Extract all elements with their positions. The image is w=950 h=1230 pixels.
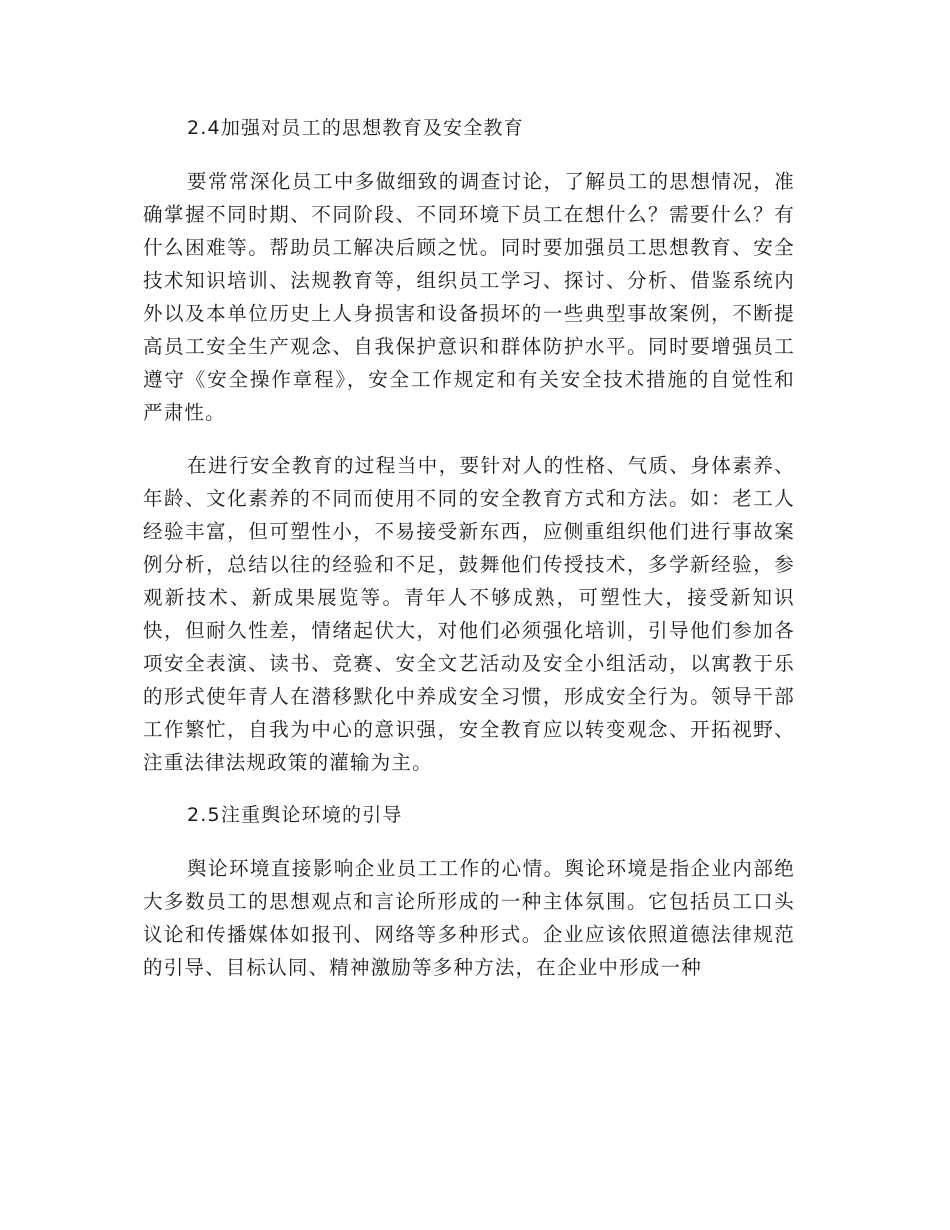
paragraph-employee-education: 要常常深化员工中多做细致的调查讨论，了解员工的思想情况，准确掌握不同时期、不同阶段、不同环境下员工在想什么？需要什么？有什么困难等。帮助员工解决后顾之忧。同时要加强员工思想教育、安全技术知识培训、法规教育等，组织员工学习、探讨、分析、借鉴系统内外以及本单位历史上人身损害和设备损坏的一些典型事故案例，不断提高员工安全生产观念、自我保护意识和群体防护水平。同时要增强员工遵守《安全操作章程》，安全工作规定和有关安全技术措施的自觉性和严肃性。 xyxy=(143,170,795,424)
section-heading-2-5: 2.5注重舆论环境的引导 xyxy=(187,804,403,826)
paragraph-public-opinion: 舆论环境直接影响企业员工工作的心情。舆论环境是指企业内部绝大多数员工的思想观点和言论所形成的一种主体氛围。它包括员工口头议论和传播媒体如报刊、网络等多种形式。企业应该依照道德法律规范的引导、目标认同、精神激励等多种方法，在企业中形成一种 xyxy=(143,857,795,979)
document-body xyxy=(143,112,795,1004)
section-heading-2-4: 2.4加强对员工的思想教育及安全教育 xyxy=(187,117,524,139)
paragraph-safety-education-methods: 在进行安全教育的过程当中，要针对人的性格、气质、身体素养、年龄、文化素养的不同而使用不同的安全教育方式和方法。如：老工人经验丰富，但可塑性小，不易接受新东西，应侧重组织他们进行事故案例分析，总结以往的经验和不足，鼓舞他们传授技术，多学新经验，参观新技术、新成果展览等。青年人不够成熟，可塑性大，接受新知识快，但耐久性差，情绪起伏大，对他们必须强化培训，引导他们参加各项安全表演、读书、竞赛、安全文艺活动及安全小组活动，以寓教于乐的形式使年青人在潜移默化中养成安全习惯，形成安全行为。领导干部工作繁忙，自我为中心的意识强，安全教育应以转变观念、开拓视野、注重法律法规政策的灌输为主。 xyxy=(143,454,795,774)
